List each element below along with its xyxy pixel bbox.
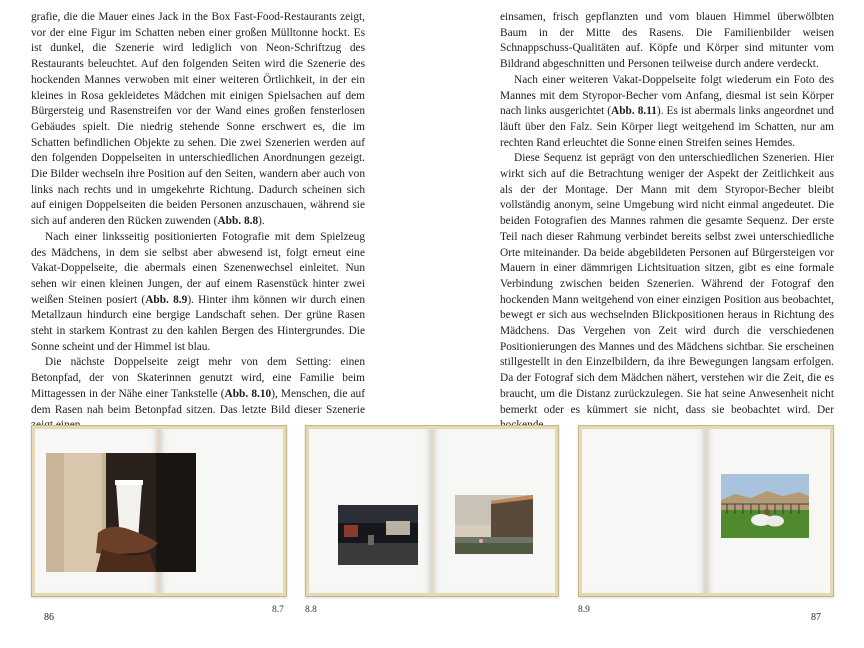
figure-reference: Abb. 8.9 — [145, 293, 188, 306]
page-number-left: 86 — [44, 612, 54, 623]
paragraph: grafie, die die Mauer eines Jack in the Box Fast-Food-Restaurants zeigt, vor der eine Figur im Schatten neben einer großen Mülltonne hockt. Es ist dunkel, die Szenerie wird lediglich von Neon-Schriftzug des Restaurants beleuchtet. Auf den folgenden Seiten wird die Szenerie des hockenden Mannes verwoben mit einer weiteren Örtlichkeit, in der ein kleines in Rosa gekleidetes Mädchen mit einigen Spielsachen auf dem Bürgersteig und Rasenstreifen vor der Wand eines großen fensterlosen Gebäudes spielt. Die niedrig stehende Sonne erschwert es, die im Schatten befindlichen Objekte zu sehen. Die zwei Szenerien werden auf den folgenden Doppelseiten in unterschiedlichen Anordnungen gezeigt. Die Bilder wechseln ihre Position auf den Seiten, wandern aber auch von links nach rechts und in umgekehrte Richtung. Dadurch scheinen sich auf einigen Doppelseiten die beiden Personen anzuschauen, während sie sich auf anderen den Rücken zuwenden (Abb. 8.8). — [31, 11, 365, 228]
figure-8-7-book-spread — [31, 425, 287, 597]
photo-man-with-cup — [46, 453, 196, 572]
paragraph: Nach einer linksseitig positionierten Fotografie mit dem Spielzeug des Mädchens, in dem sie selbst aber abwesend ist, folgt erneut eine Vakat-Doppelseite, die abermals einen Szenenwechsel einleitet. Nun sehen wir einen kleinen Jungen, der auf einem Rasenstück hinter zwei weißen Steinen posiert (Abb. 8.9). Hinter ihm können wir durch einen Metallzaun hindurch eine bergige Landschaft sehen. Der grüne Rasen steht in starkem Kontrast zu den kahlen Bergen des Hintergrundes. Die Sonne scheint und der Himmel ist blau. — [31, 230, 365, 353]
figure-caption: 8.9 — [578, 605, 590, 615]
figure-8-9-book-spread — [578, 425, 834, 597]
photo-girl-at-building — [455, 495, 533, 554]
figure-8-8-book-spread — [305, 425, 559, 597]
right-text-column — [500, 10, 834, 434]
paragraph: Diese Sequenz ist geprägt von den unterschiedlichen Szenerien. Hier wirkt sich auf die Betrachtung weniger der Aspekt der Zeitlichkeit aus als der der Montage. Der Mann mit dem Styropor-Becher bleibt vollständig anonym, seine Umgebung wird nicht einmal angedeutet. Die beiden Fotografien des Mannes rahmen die gesamte Sequenz. Der erste Teil nach dieser Rahmung verbindet bereits selbst zwei unterschiedliche Orte miteinander. Da beide abgebildeten Personen auf Bürgersteigen vor Mauern in einer dämmrigen Lichtsituation sitzen, gibt es eine formale Verbindung zwischen beiden Szenerien. Während der Fotograf den hockenden Mann weitgehend von einer einzigen Position aus beobachtet, bewegt er sich aus wechselnden Blickpositionen heraus in Richtung des Mädchens. Das Vergehen von Zeit wird durch die verschiedenen Positionierungen des Mannes und des Mädchens sichtbar. Sie erscheinen stillgestellt in den Einzelbildern, da ihre Bewegungen langsam erfolgen. Da der Fotograf sich dem Mädchen nähert, verstehen wir die Zeit, die es braucht, um die Distanz zurückzulegen. Sie hat seine Anwesenheit nicht bemerkt oder es kümmert sie nicht, dass sie beobachtet wird. Der — [500, 152, 834, 416]
figure-caption: 8.8 — [305, 605, 317, 615]
figure-caption: 8.7 — [272, 605, 284, 615]
page-number-right: 87 — [811, 612, 821, 623]
left-text-column — [31, 10, 365, 434]
figure-reference: Abb. 8.11 — [611, 105, 657, 118]
paragraph: Nach einer weiteren Vakat-Doppelseite folgt wiederum ein Foto des Mannes mit dem Styropor-Becher vom Anfang, diesmal ist sein Körper nach links ausgerichtet (Abb. 8.11). Es ist abermals links angeordnet und läuft über den Falz. Sein Körper liegt weitgehend im Schatten, nur am rechten Rand erleuchtet die Sonne einen Streifen seines Hemdes. — [500, 73, 834, 149]
paragraph: Die nächste Doppelseite zeigt mehr von dem Setting: einen Betonpfad, der von Skaterinnen genutzt wird, eine Familie beim Mittagessen in der Nähe einer Tankstelle (Abb. 8.10), Menschen, die auf dem Rasen nah beim Betonpfad sitzen. Das letzte Bild dieser Szenerie — [31, 356, 365, 416]
photo-night-restaurant — [338, 505, 418, 565]
figure-reference: Abb. 8.8 — [217, 215, 259, 228]
paragraph: einsamen, frisch gepflanzten und vom blauen Himmel überwölbten Baum in der Mitte des Rasens. Die Familienbilder weisen Schnappschuss-Qualitäten auf. Köpfe und Körper sind mitunter vom Bildrand abgeschnitten und Personen teilweise durch andere verdeckt. — [500, 11, 834, 71]
book-page-left — [582, 429, 705, 593]
figure-reference: Abb. 8.10 — [224, 387, 272, 400]
photo-boy-with-white-stones — [721, 474, 809, 538]
